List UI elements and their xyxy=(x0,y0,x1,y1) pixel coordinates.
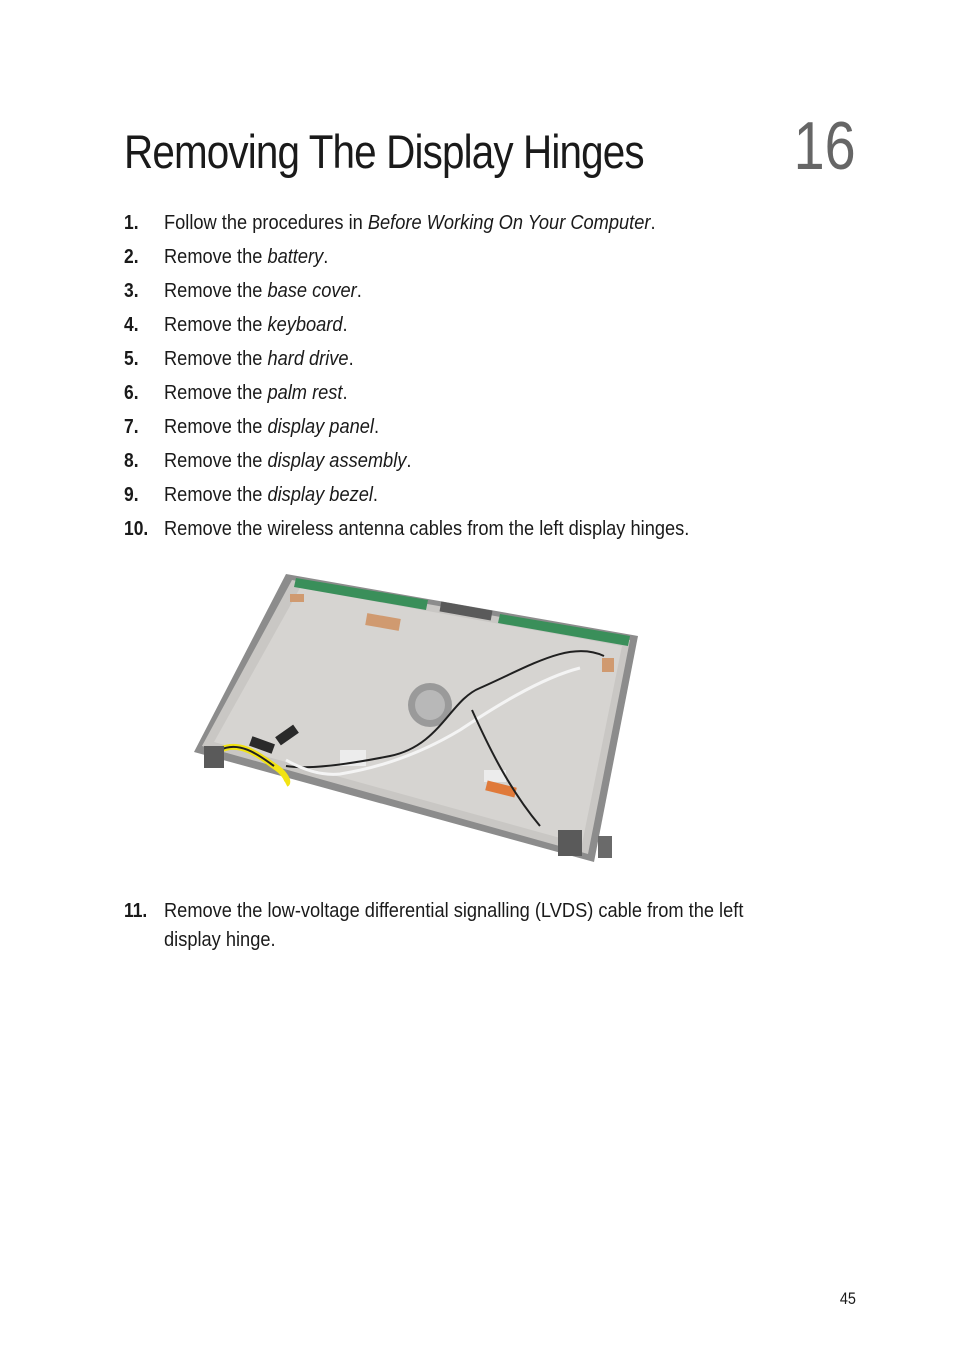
chapter-number: 16 xyxy=(793,108,856,184)
step-number: 4. xyxy=(124,313,139,336)
step-text-line1: Remove the low-voltage differential signalling (LVDS) cable from the left xyxy=(164,899,744,922)
step-punct: . xyxy=(342,313,348,336)
right-hinge xyxy=(558,830,582,856)
page-number: 45 xyxy=(839,1289,856,1308)
step-link-before-working[interactable]: Before Working On Your Computer xyxy=(367,211,651,234)
step-6 xyxy=(124,378,844,407)
step-text: Remove the xyxy=(164,381,268,404)
step-link-display-assembly[interactable]: display assembly xyxy=(267,449,407,472)
step-punct: . xyxy=(406,449,412,472)
procedure-steps-continued xyxy=(124,896,844,959)
step-number: 11. xyxy=(124,899,148,922)
step-8 xyxy=(124,446,844,475)
step-link-display-bezel[interactable]: display bezel xyxy=(267,483,373,506)
step-number: 6. xyxy=(124,381,139,404)
step-text: Remove the xyxy=(164,245,268,268)
display-back-cover-photo xyxy=(190,570,650,865)
step-number: 10. xyxy=(124,517,149,540)
step-link-battery[interactable]: battery xyxy=(267,245,324,268)
step-1 xyxy=(124,208,844,237)
step-link-palm-rest[interactable]: palm rest xyxy=(267,381,343,404)
step-punct: . xyxy=(323,245,329,268)
step-text: Remove the xyxy=(164,313,268,336)
step-punct: . xyxy=(342,381,348,404)
step-7 xyxy=(124,412,844,441)
copper-tape xyxy=(602,658,614,672)
step-number: 1. xyxy=(124,211,139,234)
step-text: Remove the xyxy=(164,483,268,506)
left-hinge xyxy=(204,746,224,768)
step-11 xyxy=(124,896,844,954)
step-3 xyxy=(124,276,844,305)
step-5 xyxy=(124,344,844,373)
step-text: Remove the wireless antenna cables from the left display hinges. xyxy=(164,517,690,540)
chapter-title: Removing The Display Hinges xyxy=(124,125,644,178)
step-text: Remove the xyxy=(164,449,268,472)
step-text: Remove the xyxy=(164,347,268,370)
step-text: Remove the xyxy=(164,279,268,302)
right-hinge-2 xyxy=(598,836,612,858)
step-link-display-panel[interactable]: display panel xyxy=(267,415,374,438)
step-9 xyxy=(124,480,844,509)
step-punct: . xyxy=(356,279,362,302)
step-punct: . xyxy=(372,483,379,506)
step-number: 9. xyxy=(124,483,139,506)
step-text: Follow the procedures in xyxy=(164,211,368,234)
step-punct: . xyxy=(650,211,656,234)
step-2 xyxy=(124,242,844,271)
step-number: 8. xyxy=(124,449,139,472)
copper-tape xyxy=(290,594,304,602)
step-link-base-cover[interactable]: base cover xyxy=(267,279,357,302)
procedure-steps xyxy=(124,208,844,548)
step-10 xyxy=(124,514,844,543)
step-text-line2: display hinge. xyxy=(164,928,276,951)
step-punct: . xyxy=(373,415,380,438)
step-number: 3. xyxy=(124,279,139,302)
step-number: 2. xyxy=(124,245,139,268)
step-punct: . xyxy=(348,347,354,370)
step-link-keyboard[interactable]: keyboard xyxy=(267,313,343,336)
step-number: 5. xyxy=(124,347,139,370)
step-number: 7. xyxy=(124,415,139,438)
step-link-hard-drive[interactable]: hard drive xyxy=(267,347,349,370)
step-4 xyxy=(124,310,844,339)
step-text: Remove the xyxy=(164,415,268,438)
